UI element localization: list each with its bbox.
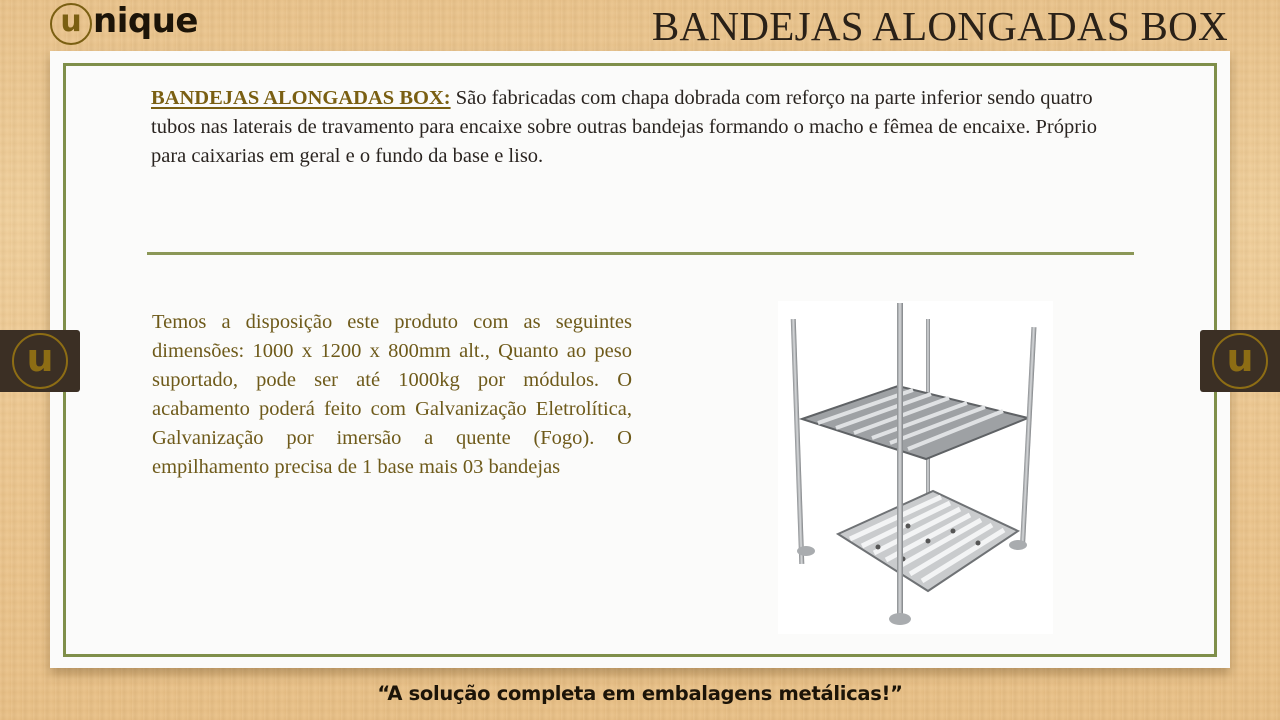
nav-tab-left[interactable] xyxy=(0,330,80,392)
divider xyxy=(147,252,1134,255)
logo-wordmark: nique xyxy=(93,1,198,41)
intro-lead: BANDEJAS ALONGADAS BOX: xyxy=(151,87,451,109)
nav-tab-right[interactable] xyxy=(1200,330,1280,392)
logo-u-icon: u xyxy=(12,333,68,389)
stacking-rack-illustration xyxy=(778,301,1053,634)
logo-u-icon: u xyxy=(50,3,92,45)
product-description: Temos a disposição este produto com as seguintes dimensões: 1000 x 1200 x 800mm alt., Quanto ao peso suportado, pode ser até 1000kg por módulos. O acabamento poderá feito com Galvanização Eletrolítica, Galvanização por imersão a quente (Fogo). O empilhamento precisa de 1 base mais 03 bandejas xyxy=(152,311,632,478)
brand-logo xyxy=(50,2,198,46)
logo-u-icon: u xyxy=(1212,333,1268,389)
intro-paragraph xyxy=(151,84,1121,171)
page-title: BANDEJAS ALONGADAS BOX xyxy=(651,3,1228,49)
content-card xyxy=(50,51,1230,668)
product-image xyxy=(778,301,1053,634)
footer-tagline: “A solução completa em embalagens metálicas!” xyxy=(377,682,903,705)
intro-text: São fabricadas com chapa dobrada com reforço na parte inferior sendo quatro tubos nas laterais de travamento para encaixe sobre outras bandejas formando o macho e fêmea de encaixe. Próprio para caixarias em geral e o fundo da base e liso. xyxy=(151,87,1098,167)
